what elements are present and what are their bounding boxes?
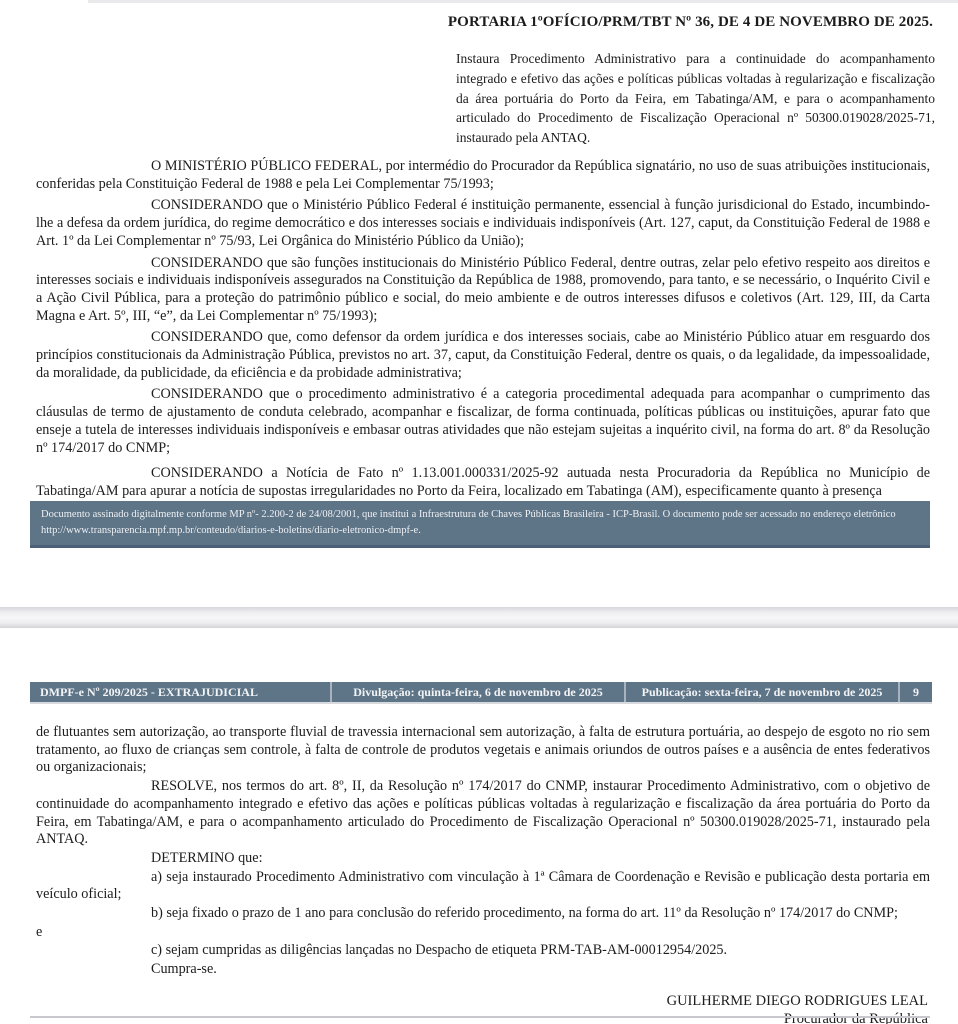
epigraph: Instaura Procedimento Administrativo para a continuidade do acompanhamento integrado e efetivo das ações e políticas públicas voltadas à regularização e fiscalização da área portuária do Porto da Feira, em Tabatinga/AM, e para o acompanhamento articulado do Procedimento de Fiscalização Operacional nº 50300.019028/2025-71, instaurado pela ANTAQ. xyxy=(456,51,935,146)
portaria-title: PORTARIA 1ºOFÍCIO/PRM/TBT Nº 36, DE 4 DE NOVEMBRO DE 2025. xyxy=(447,14,933,30)
page1-body xyxy=(36,158,930,501)
document-paragraph: c) sejam cumpridas as diligências lançadas no Despacho de etiqueta PRM-TAB-AM-00012954/2025. xyxy=(151,942,728,959)
signatory-name: GUILHERME DIEGO RODRIGUES LEAL xyxy=(666,992,928,1009)
journal-edition-label: DMPF-e Nº 209/2025 - EXTRAJUDICIAL xyxy=(40,685,258,699)
document-paragraph: DETERMINO que: xyxy=(151,849,263,866)
page-1 xyxy=(0,0,958,501)
page2-header-bar xyxy=(30,682,932,704)
page-number: 9 xyxy=(898,682,932,702)
document-paragraph: Cumpra-se. xyxy=(151,961,217,978)
document-paragraph: de flutuantes sem autorização, ao transporte fluvial de travessia internacional sem autorização, à falta de estrutura portuária, ao despejo de esgoto no rio sem tratamento, ao fluxo de crianças sem controle, à falta de controle de produtos vegetais e animais oriundos de outros países e a ausência de entes federativos ou organizacionais; xyxy=(36,724,930,776)
page-2 xyxy=(0,724,958,1024)
signature-block xyxy=(0,992,928,1024)
publicacao-date: Publicação: sexta-feira, 7 de novembro de 2025 xyxy=(624,682,898,702)
digital-signature-notice: Documento assinado digitalmente conforme MP nº- 2.200-2 de 24/08/2001, que institui a Infraestrutura de Chaves Públicas Brasileira - ICP-Brasil. O documento pode ser acessado no endereço eletrônico http://www.transparencia.mpf.mp.br/conteudo/diarios-e-boletins/diario-eletronico-dmpf-e. xyxy=(30,501,930,548)
document-paragraph: a) seja instaurado Procedimento Administrativo com vinculação à 1ª Câmara de Coordenação e Revisão e publicação desta portaria em veículo oficial; xyxy=(36,868,930,903)
bottom-divider xyxy=(30,1016,930,1018)
document-paragraph: CONSIDERANDO que o Ministério Público Federal é instituição permanente, essencial à função jurisdicional do Estado, incumbindo-lhe a defesa da ordem jurídica, do regime democrático e dos interesses sociais e individuais indisponíveis (Art. 127, caput, da Constituição Federal de 1988 e Art. 1º da Lei Complementar nº 75/93, Lei Orgânica do Ministério Público da União); xyxy=(36,197,930,249)
document-paragraph: O MINISTÉRIO PÚBLICO FEDERAL, por intermédio do Procurador da República signatário, no uso de suas atribuições institucionais, conferidas pela Constituição Federal de 1988 e pela Lei Complementar 75/1993; xyxy=(36,157,930,192)
document-paragraph: CONSIDERANDO que, como defensor da ordem jurídica e dos interesses sociais, cabe ao Ministério Público atuar em resguardo dos princípios constitucionais da Administração Pública, previstos no art. 37, caput, da Constituição Federal, dentre os quais, o da legalidade, da impessoalidade, da moralidade, da publicidade, da eficiência e da probidade administrativa; xyxy=(36,329,930,381)
document-paragraph: b) seja fixado o prazo de 1 ano para conclusão do referido procedimento, na forma do art. 11º da Resolução nº 174/2017 do CNMP; xyxy=(151,905,898,922)
document-paragraph: CONSIDERANDO que o procedimento administrativo é a categoria procedimental adequada para acompanhar o cumprimento das cláusulas de termo de ajustamento de conduta celebrado, acompanhar e fiscalizar, de forma continuada, políticas públicas ou instituições, apurar fato que enseje a tutela de interesses individuais indisponíveis e embasar outras atividades que não estejam sujeitas a inquérito civil, na forma do art. 8º da Resolução nº 174/2017 do CNMP; xyxy=(36,386,930,456)
document-paragraph: e xyxy=(36,923,43,940)
page-break-gap xyxy=(0,607,958,628)
document-paragraph: RESOLVE, nos termos do art. 8º, II, da Resolução nº 174/2017 do CNMP, instaurar Procedimento Administrativo, com o objetivo de continuidade do acompanhamento integrado e efetivo das ações e políticas públicas voltadas à regularização e fiscalização da área portuária do Porto da Feira, em Tabatinga/AM, e para o acompanhamento articulado do Procedimento de Fiscalização Operacional nº 50300.019028/2025-71, instaurado pela ANTAQ. xyxy=(36,778,930,848)
page2-body xyxy=(36,724,930,979)
divulgacao-date: Divulgação: quinta-feira, 6 de novembro de 2025 xyxy=(330,682,624,702)
document-paragraph: CONSIDERANDO a Notícia de Fato nº 1.13.001.000331/2025-92 autuada nesta Procuradoria da República no Município de Tabatinga/AM para apurar a notícia de supostas irregularidades no Porto da Feira, localizado em Tabatinga (AM), especificamente quanto à presença xyxy=(36,465,930,499)
document-paragraph: CONSIDERANDO que são funções institucionais do Ministério Público Federal, dentre outras, zelar pelo efetivo respeito aos direitos e interesses sociais e individuais indisponíveis assegurados na Constituição da República de 1988, promovendo, para tanto, e se necessário, o Inquérito Civil e a Ação Civil Pública, para a proteção do patrimônio público e social, do meio ambiente e de outros interesses difusos e coletivos (Art. 129, III, da Carta Magna e Art. 5º, III, “e”, da Lei Complementar nº 75/1993); xyxy=(36,254,930,324)
